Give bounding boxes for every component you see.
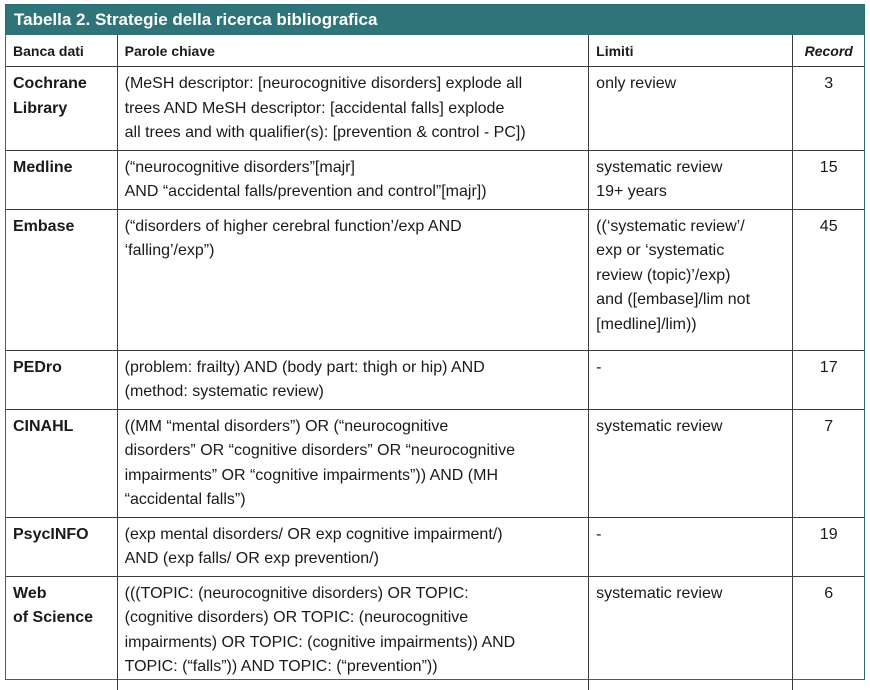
keywords-cell	[117, 67, 589, 151]
col-header-record: Record	[793, 35, 864, 67]
keywords-cell-line: all trees and with qualifier(s): [prevention & control - PC])	[125, 121, 582, 146]
database-cell-line: PsycINFO	[13, 523, 110, 548]
table-row	[6, 150, 864, 209]
keywords-cell-line: (((TOPIC: (neurocognitive disorders) OR TOPIC:	[125, 582, 582, 607]
limits-cell-line: ((‘systematic review’/	[596, 215, 785, 240]
keywords-cell-line: impairments) OR TOPIC: (cognitive impairments)) AND	[125, 631, 582, 656]
database-cell	[6, 517, 117, 576]
database-cell-line: Library	[13, 97, 110, 122]
keywords-cell	[117, 350, 589, 409]
limits-cell-line: -	[596, 356, 785, 381]
record-cell: 3	[793, 67, 864, 151]
keywords-cell-line: (“disorders of higher cerebral function’/exp AND	[125, 215, 582, 240]
keywords-cell	[117, 150, 589, 209]
limits-cell-line: systematic review	[596, 415, 785, 440]
keywords-cell-line: ((MM “mental disorders”) OR (“neurocognitive	[125, 415, 582, 440]
keywords-cell	[117, 209, 589, 350]
limits-cell-line: only review	[596, 72, 785, 97]
database-cell-line: Medline	[13, 156, 110, 181]
database-cell	[6, 350, 117, 409]
database-cell-line: PEDro	[13, 356, 110, 381]
database-cell-line: Embase	[13, 215, 110, 240]
keywords-cell	[117, 576, 589, 690]
limits-cell	[589, 350, 793, 409]
limits-cell-line: -	[596, 523, 785, 548]
col-header-keywords: Parole chiave	[117, 35, 589, 67]
limits-cell	[589, 209, 793, 350]
table-title: Tabella 2. Strategie della ricerca bibliografica	[6, 5, 864, 35]
table-body	[6, 67, 864, 690]
keywords-cell-line: (method: systematic review)	[125, 380, 582, 405]
table-row	[6, 517, 864, 576]
record-cell: 15	[793, 150, 864, 209]
col-header-database: Banca dati	[6, 35, 117, 67]
database-cell-line: Cochrane	[13, 72, 110, 97]
limits-cell-line: [medline]/lim))	[596, 313, 785, 338]
limits-cell	[589, 576, 793, 690]
database-cell	[6, 67, 117, 151]
database-cell	[6, 576, 117, 690]
record-cell: 7	[793, 409, 864, 517]
keywords-cell-line: (exp mental disorders/ OR exp cognitive impairment/)	[125, 523, 582, 548]
limits-cell-line: exp or ‘systematic	[596, 239, 785, 264]
limits-cell	[589, 517, 793, 576]
database-cell	[6, 150, 117, 209]
limits-cell-line: and ([embase]/lim not	[596, 288, 785, 313]
limits-cell-line: review (topic)’/exp)	[596, 264, 785, 289]
keywords-cell-line: trees AND MeSH descriptor: [accidental falls] explode	[125, 97, 582, 122]
record-cell: 19	[793, 517, 864, 576]
header-row	[6, 35, 864, 67]
keywords-cell-line: ‘falling’/exp”)	[125, 239, 582, 264]
limits-cell	[589, 150, 793, 209]
limits-cell	[589, 409, 793, 517]
record-cell: 45	[793, 209, 864, 350]
database-cell-line: Web	[13, 582, 110, 607]
keywords-cell-line: (cognitive disorders) OR TOPIC: (neurocognitive	[125, 606, 582, 631]
table-frame	[5, 4, 865, 680]
keywords-cell-line: impairments” OR “cognitive impairments”)) AND (MH	[125, 464, 582, 489]
keywords-cell-line: AND “accidental falls/prevention and control”[majr])	[125, 180, 582, 205]
limits-cell	[589, 67, 793, 151]
table-row	[6, 67, 864, 151]
keywords-cell-line: “accidental falls”)	[125, 488, 582, 513]
database-cell-line: of Science	[13, 606, 110, 631]
limits-cell-line: systematic review	[596, 156, 785, 181]
database-cell	[6, 209, 117, 350]
database-cell-line: CINAHL	[13, 415, 110, 440]
keywords-cell-line: (MeSH descriptor: [neurocognitive disorders] explode all	[125, 72, 582, 97]
search-strategy-table	[6, 35, 864, 690]
keywords-cell-line: AND (exp falls/ OR exp prevention/)	[125, 547, 582, 572]
table-row	[6, 409, 864, 517]
keywords-cell-line: disorders” OR “cognitive disorders” OR “neurocognitive	[125, 439, 582, 464]
record-cell: 6	[793, 576, 864, 690]
limits-cell-line: systematic review	[596, 582, 785, 607]
table-row	[6, 576, 864, 690]
table-row	[6, 350, 864, 409]
table-row	[6, 209, 864, 350]
keywords-cell-line: (problem: frailty) AND (body part: thigh or hip) AND	[125, 356, 582, 381]
col-header-limits: Limiti	[589, 35, 793, 67]
keywords-cell	[117, 517, 589, 576]
database-cell	[6, 409, 117, 517]
record-cell: 17	[793, 350, 864, 409]
keywords-cell	[117, 409, 589, 517]
limits-cell-line: 19+ years	[596, 180, 785, 205]
keywords-cell-line: TOPIC: (“falls”)) AND TOPIC: (“prevention”))	[125, 655, 582, 680]
keywords-cell-line: (“neurocognitive disorders”[majr]	[125, 156, 582, 181]
